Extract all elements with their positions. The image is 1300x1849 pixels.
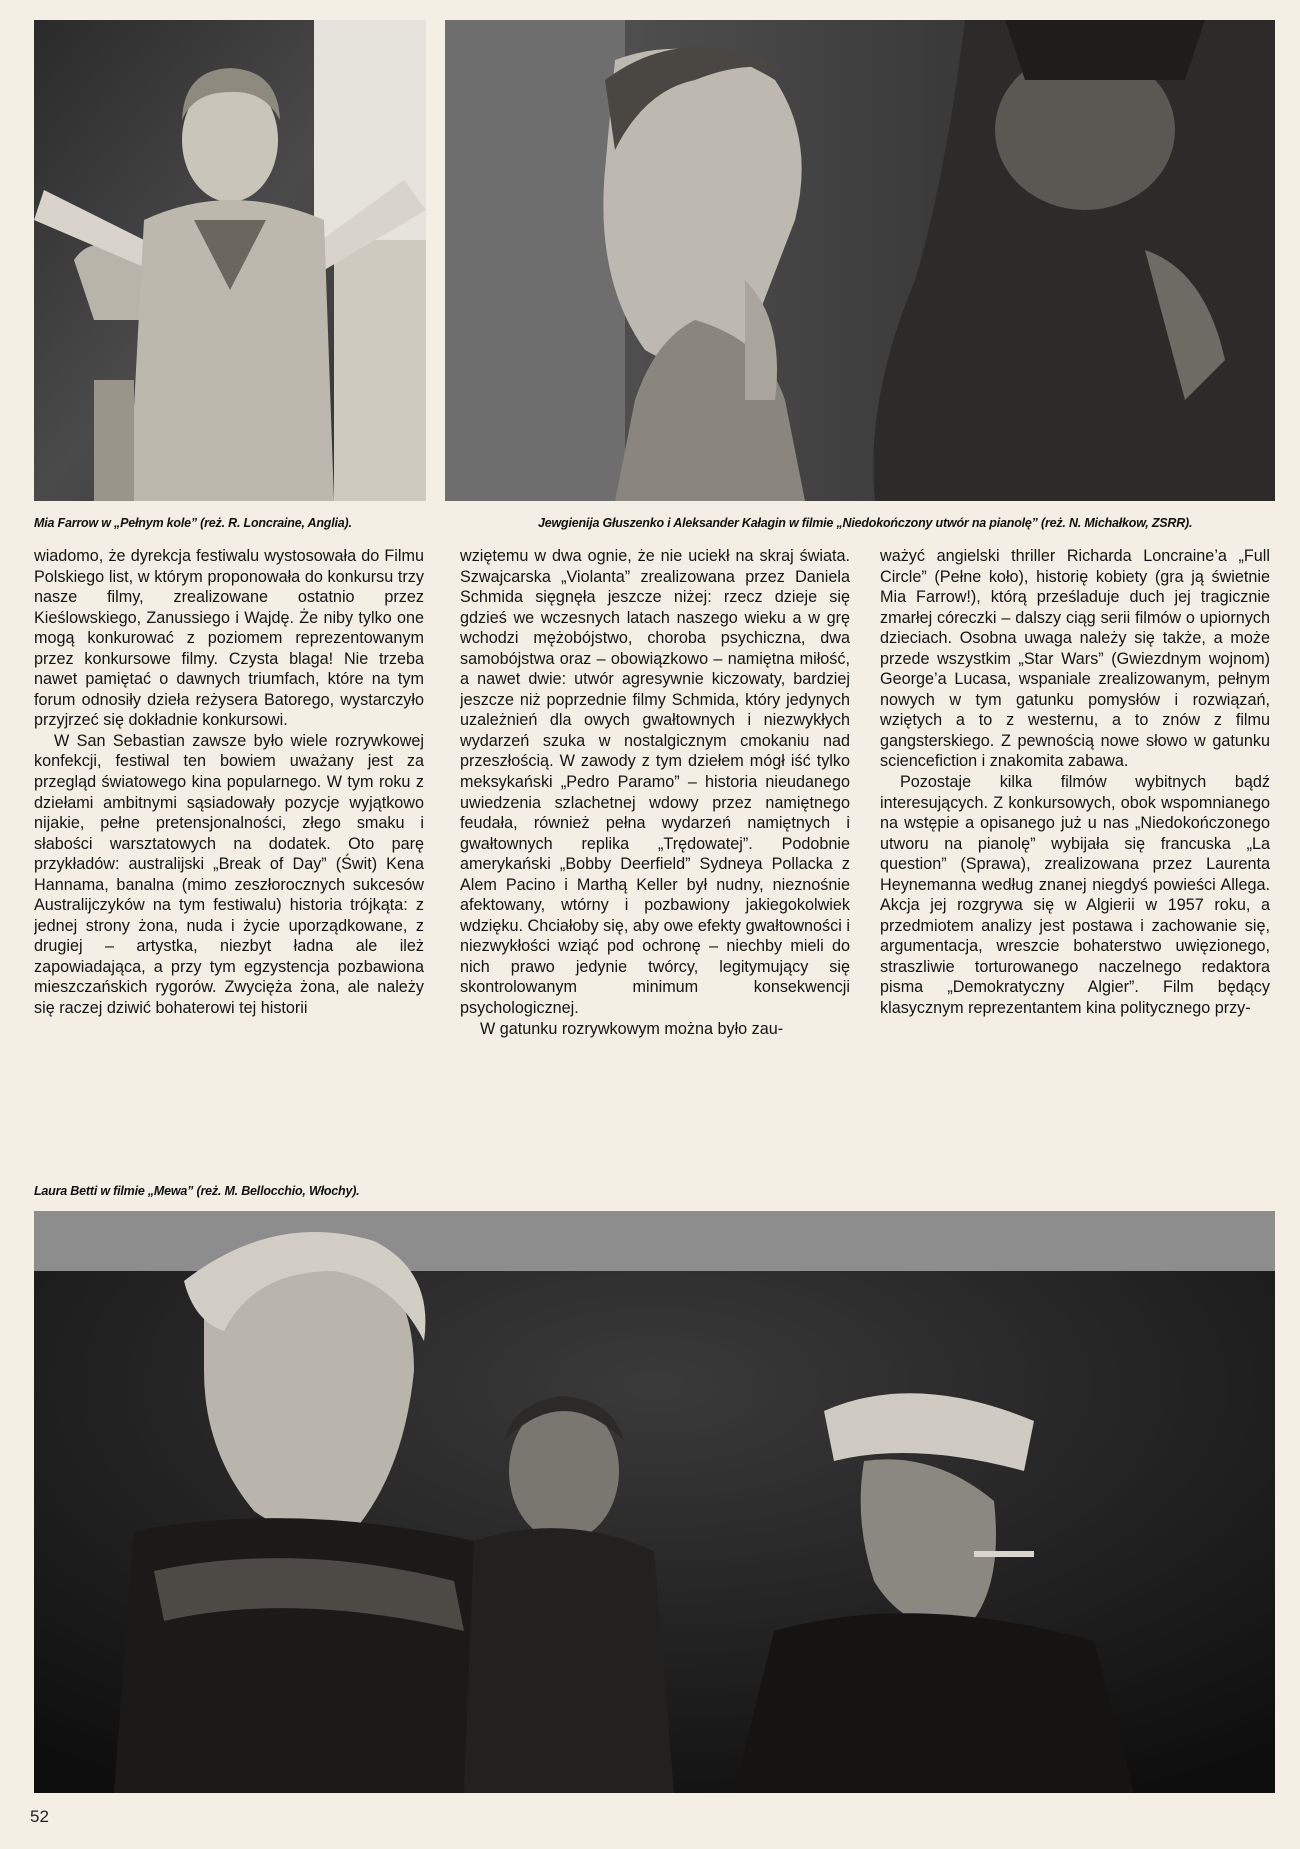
article-paragraph: W gatunku rozrywkowym można było zau-	[480, 1019, 784, 1038]
caption-laura-betti: Laura Betti w filmie „Mewa” (reż. M. Bellocchio, Włochy).	[34, 1184, 360, 1198]
photo-laura-betti	[34, 1211, 1275, 1793]
article-column-1	[34, 546, 424, 1170]
photo-jewgienija-gluszenko	[445, 20, 1275, 501]
article-paragraph: W San Sebastian zawsze było wiele rozrywkowej konfekcji, festiwal ten bowiem uważany jest za przegląd światowego kina popularnego. W tym roku z dziełami ambitnymi sąsiadowały pozycje wyjątkowo nijakie, pełne pretensjonalności, złego smaku i słabości warsztatowych na dodatek. Oto parę przykładów: australijski „Break of Day” (Świt) Kena Hannama, banalna (mimo zeszłorocznych sukcesów Australijczyków na tym festiwalu) historia trójkąta: z jednej strony żona, nuda i życie uporządkowane, z drugiej – artystka, niezbyt ładna ale ileż zapowiadająca, a przy tym egzystencja pozbawiona mieszczańskich rygorów. Zwycięża żona, ale należy się raczej dziwić bohaterowi tej historii	[34, 731, 424, 1018]
article-paragraph: Pozostaje kilka filmów wybitnych bądź interesujących. Z konkursowych, obok wspomnianego na wstępie a opisanego już u nas „Niedokończonego utworu na pianolę” wybijała się francuska „La question” (Sprawa), zrealizowana przez Laurenta Heynemanna według znanej niegdyś powieści Allega. Akcja jej rozgrywa się w Algierii w 1957 roku, a przedmiotem analizy jest postawa i zachowanie się, argumentacja, wreszcie bohaterstwo uwięzionego, straszliwie torturowanego naczelnego redaktora pisma „Demokratyczny Algier”. Film będący klasycznym reprezentantem kina politycznego przy-	[880, 773, 1270, 1018]
article-column-2	[460, 546, 850, 1170]
photo-laura-betti-image	[34, 1211, 1275, 1793]
article-paragraph: wiadomo, że dyrekcja festiwalu wystosowała do Filmu Polskiego list, w którym proponowała do konkursu trzy nasze filmy, zrealizowane ostatnio przez Kieślowskiego, Zanussiego i Wajdę. Że niby tylko one mogą konkurować z poziomem reprezentowanym przez konkursowe filmy. Czysta blaga! Nie trzeba nawet pamiętać o dawnych triumfach, które na tym forum odnosiły dzieła reżysera Batorego, wystarczyło przyjrzeć się dokładnie konkursowi.	[34, 547, 424, 730]
page-number: 52	[30, 1807, 49, 1826]
article-column-3	[880, 546, 1270, 1170]
caption-jewgienija-gluszenko: Jewgienija Głuszenko i Aleksander Kałagin w filmie „Niedokończony utwór na pianolę” (reż. N. Michałkow, ZSRR).	[538, 516, 1193, 530]
caption-mia-farrow: Mia Farrow w „Pełnym kole” (reż. R. Loncraine, Anglia).	[34, 516, 352, 530]
article-paragraph: wziętemu w dwa ognie, że nie uciekł na skraj świata. Szwajcarska „Violanta” zrealizowana przez Daniela Schmida sięgnęła jeszcze niżej: rzecz dzieje się gdzieś we wczesnych latach naszego wieku a w grę wchodzi mężobójstwo, choroba psychiczna, dwa samobójstwa oraz – obowiązkowo – namiętna miłość, a nawet dwie: utwór agresywnie kiczowaty, bardziej jeszcze niż poprzednie filmy Schmida, który jedynych uzależnień dla owych gwałtownych i niezwykłych wydarzeń szuka w nostalgicznym cmokaniu nad przeszłością. W zawody z tym dziełem mógł iść tylko meksykański „Pedro Paramo” – historia nieudanego uwiedzenia szlachetnej wdowy przez namiętnego feudała, również pełna wydarzeń namiętnych i gwałtownych replika „Trędowatej”. Podobnie amerykański „Bobby Deerfield” Sydneya Pollacka z Alem Pacino i Marthą Keller był nudny, nieznośnie afektowany, wtórny i pozbawiony jakiegokolwiek wdzięku. Chciałoby się, aby owe efekty gwałtowności i niezwykłości wziąć pod ochronę – niechby mieli do nich prawo jedynie twórcy, legitymujący się skontrolowanym minimum konsekwencji psychologicznej.	[460, 547, 850, 1018]
photo-jewgienija-image	[445, 20, 1275, 501]
photo-mia-farrow	[34, 20, 426, 501]
photo-mia-farrow-image	[34, 20, 426, 501]
article-paragraph: ważyć angielski thriller Richarda Loncraine’a „Full Circle” (Pełne koło), historię kobiety (gra ją świetnie Mia Farrow!), którą prześladuje duch jej tragicznie zmarłej córeczki – dalszy ciąg serii filmów o upiornych dzieciach. Osobna uwaga należy się także, a może przede wszystkim „Star Wars” (Gwiezdnym wojnom) George’a Lucasa, wspaniale zrealizowanym, pełnym nowych w tym gatunku pomysłów i rozwiązań, wziętych a to z westernu, a to znów z filmu gangsterskiego. Z pewnością nowe słowo w gatunku sciencefiction i znakomita zabawa.	[880, 547, 1270, 771]
